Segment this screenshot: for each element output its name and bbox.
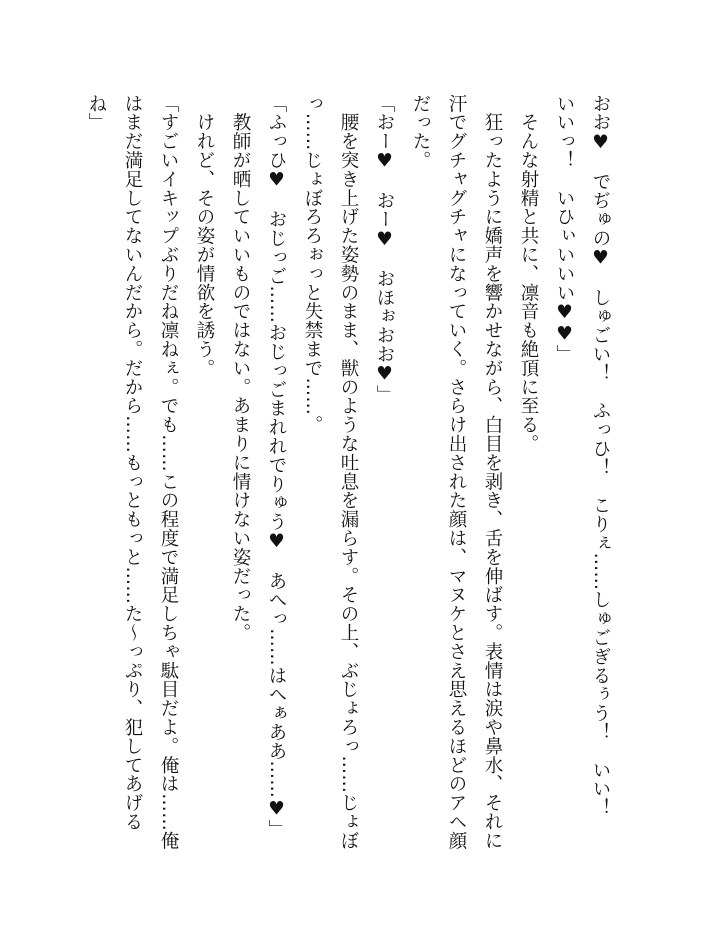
- paragraph: 「おー♥ おー♥ おほぉおお♥」: [374, 94, 395, 404]
- paragraph: 「すごいイキップぶりだね凛ねぇ。でも……この程度で満足しちゃ駄目だよ。俺は……俺はまだ満足してないんだから。だから……もっともっと……た〜っぷり、犯してあげるね」: [86, 94, 179, 850]
- paragraph: 腰を突き上げた姿勢のまま、獣のような吐息を漏らす。その上、ぶじょろっ……じょぼっ……じょぼろろぉっと失禁まで……。: [302, 94, 359, 850]
- paragraph: けれど、その姿が情欲を誘う。: [194, 94, 215, 378]
- paragraph: 「ふっひ♥ おじっご……おじっごまれれでりゅう♥ あへっ……はへぁああ……♥」: [266, 94, 287, 839]
- paragraph: 狂ったように嬌声を響かせながら、白目を剥き、舌を伸ばす。表情は涙や鼻水、それに汗でグチャグチャになっていく。さらけ出された顔は、マヌケとさえ思えるほどのアヘ顔だった。: [410, 94, 503, 850]
- vertical-text-body: [78, 94, 618, 854]
- paragraph: 教師が晒していいものではない。あまりに情けない姿だった。: [230, 94, 251, 643]
- paragraph: おお♥ でぢゅの♥ しゅごい！ ふっひ！ こりぇ……しゅごぎるぅう！ いい！ いいっ！ いひぃいいい♥♥」: [554, 94, 611, 837]
- paragraph: そんな射精と共に、凛音も絶頂に至る。: [518, 94, 539, 454]
